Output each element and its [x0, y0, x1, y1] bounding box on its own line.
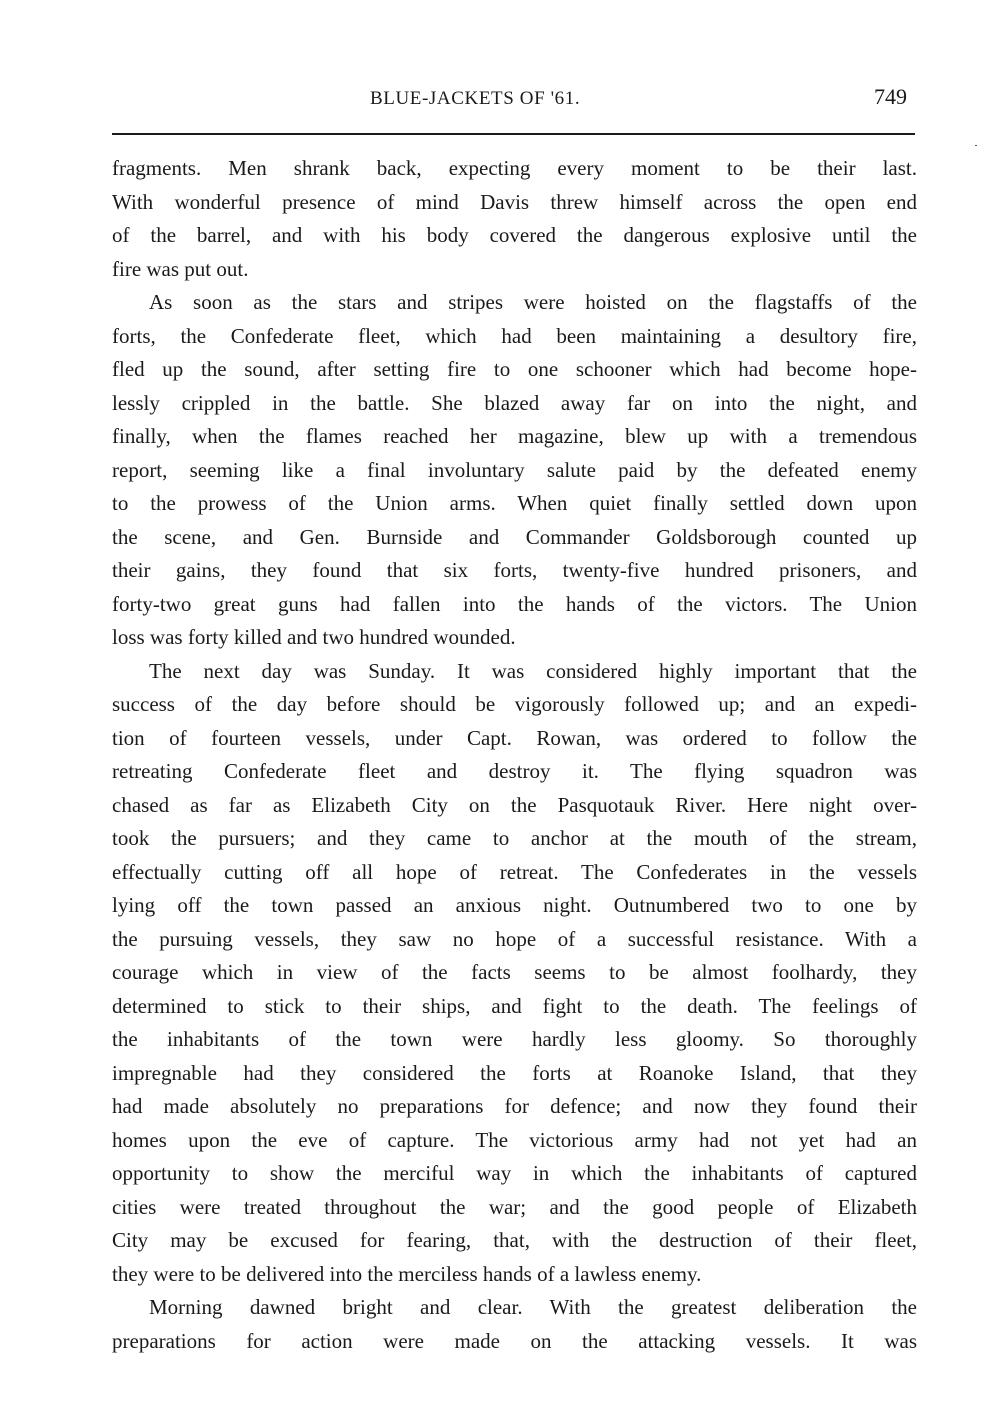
text-line: fled up the sound, after setting fire to one schooner which had become hope-	[112, 357, 917, 381]
text-line: fragments. Men shrank back, expecting every moment to be their last.	[112, 156, 917, 180]
text-line: the pursuing vessels, they saw no hope of a successful resistance. With a	[112, 926, 917, 951]
text-line: opportunity to show the merciful way in which the inhabitants of captured	[112, 1161, 917, 1185]
header-rule	[112, 133, 915, 135]
text-line: effectually cutting off all hope of retreat. The Confederates in the vessels	[112, 859, 917, 884]
page-number: 749	[874, 84, 907, 109]
text-line: the scene, and Gen. Burnside and Commander Goldsborough counted up	[112, 524, 917, 549]
text-line: fire was put out.	[112, 256, 249, 281]
text-line: With wonderful presence of mind Davis threw himself across the open end	[112, 189, 917, 214]
paragraph	[112, 152, 917, 286]
text-line: impregnable had they considered the forts at Roanoke Island, that they	[112, 1060, 917, 1085]
text-line: tion of fourteen vessels, under Capt. Rowan, was ordered to follow the	[112, 725, 917, 750]
text-line: their gains, they found that six forts, twenty-five hundred prisoners, and	[112, 558, 917, 582]
text-line: determined to stick to their ships, and fight to the death. The feelings of	[112, 993, 917, 1018]
running-title: BLUE-JACKETS OF '61.	[370, 88, 581, 109]
text-line: they were to be delivered into the merciless hands of a lawless enemy.	[112, 1261, 702, 1286]
text-line: Morning dawned bright and clear. With the greatest deliberation the	[149, 1295, 917, 1319]
text-line: lessly crippled in the battle. She blazed away far on into the night, and	[112, 390, 917, 415]
page-header	[112, 84, 912, 116]
text-line: City may be excused for fearing, that, with the destruction of their fleet,	[112, 1228, 917, 1252]
text-line: had made absolutely no preparations for defence; and now they found their	[112, 1094, 917, 1118]
text-line: forts, the Confederate fleet, which had been maintaining a desultory fire,	[112, 323, 917, 348]
text-line: the inhabitants of the town were hardly less gloomy. So thoroughly	[112, 1027, 917, 1051]
scan-speck	[975, 145, 977, 146]
text-line: courage which in view of the facts seems to be almost foolhardy, they	[112, 960, 917, 984]
text-line: took the pursuers; and they came to anchor at the mouth of the stream,	[112, 826, 917, 850]
paragraph	[112, 286, 917, 655]
text-line: preparations for action were made on the attacking vessels. It was	[112, 1328, 917, 1353]
text-line: As soon as the stars and stripes were hoisted on the flagstaffs of the	[149, 290, 917, 314]
text-line: report, seeming like a final involuntary salute paid by the defeated enemy	[112, 457, 917, 482]
text-line: homes upon the eve of capture. The victorious army had not yet had an	[112, 1127, 917, 1152]
body-text	[112, 152, 917, 1358]
paragraph	[112, 1291, 917, 1358]
text-line: finally, when the flames reached her magazine, blew up with a tremendous	[112, 424, 917, 448]
text-line: chased as far as Elizabeth City on the Pasquotauk River. Here night over-	[112, 792, 917, 817]
text-line: lying off the town passed an anxious night. Outnumbered two to one by	[112, 893, 917, 917]
text-line: forty-two great guns had fallen into the hands of the victors. The Union	[112, 591, 917, 616]
text-line: success of the day before should be vigorously followed up; and an expedi-	[112, 692, 917, 716]
text-line: cities were treated throughout the war; and the good people of Elizabeth	[112, 1194, 917, 1219]
text-line: The next day was Sunday. It was considered highly important that the	[149, 658, 917, 683]
text-line: retreating Confederate fleet and destroy it. The flying squadron was	[112, 759, 917, 783]
paragraph	[112, 655, 917, 1292]
text-line: loss was forty killed and two hundred wounded.	[112, 625, 516, 649]
text-line: to the prowess of the Union arms. When quiet finally settled down upon	[112, 491, 917, 515]
text-line: of the barrel, and with his body covered the dangerous explosive until the	[112, 223, 917, 247]
